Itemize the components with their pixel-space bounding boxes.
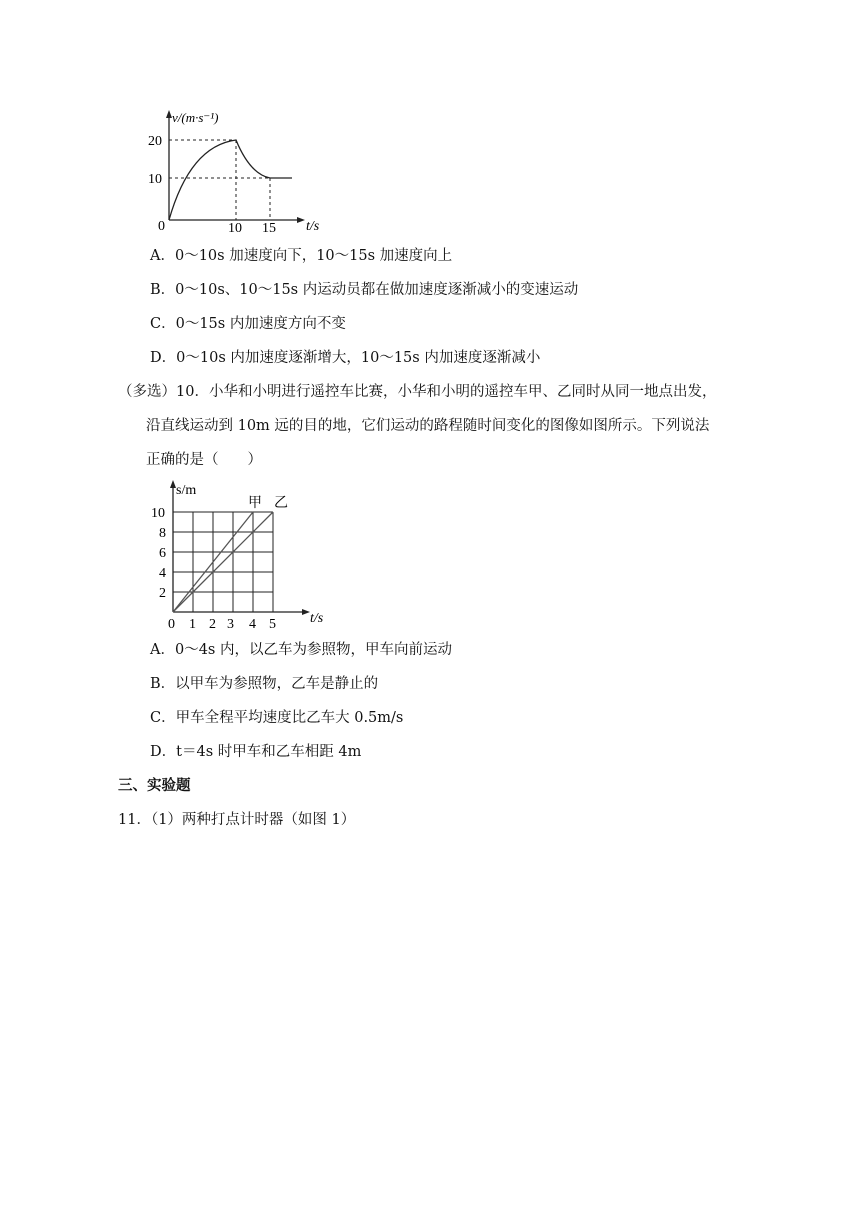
option-letter: A． xyxy=(150,642,175,658)
x-tick-10: 10 xyxy=(228,221,242,236)
option-text: 0～10s 加速度向下，10～15s 加速度向上 xyxy=(174,248,453,264)
option-text: t＝4s 时甲车和乙车相距 4m xyxy=(176,744,362,760)
origin-label: 0 xyxy=(158,219,165,234)
option-letter: A． xyxy=(150,248,175,264)
option-text: 0～10s、10～15s 内运动员都在做加速度逐渐减小的变速运动 xyxy=(175,282,579,298)
option-text: 甲车全程平均速度比乙车大 0.5m/s xyxy=(175,710,404,726)
q10-option-d xyxy=(150,742,361,762)
q10-option-b xyxy=(150,674,378,694)
option-text: 0～4s 内，以乙车为参照物，甲车向前运动 xyxy=(174,642,452,658)
option-letter: B． xyxy=(150,676,176,692)
q10-stem-line1: （多选）10．小华和小明进行遥控车比赛，小华和小明的遥控车甲、乙同时从同一地点出发， xyxy=(118,384,717,400)
x-tick-3: 3 xyxy=(227,617,234,632)
y-axis-label: v/(m·s⁻¹) xyxy=(172,110,219,125)
option-text: 0～15s 内加速度方向不变 xyxy=(175,316,346,332)
q9-option-b xyxy=(150,280,578,300)
velocity-time-graph xyxy=(140,108,350,238)
x-tick-0: 0 xyxy=(168,617,175,632)
y-axis-label: s/m xyxy=(176,483,197,498)
x-tick-5: 5 xyxy=(269,617,276,632)
y-tick-10: 10 xyxy=(151,506,165,521)
y-tick-8: 8 xyxy=(159,526,166,541)
x-axis-arrow xyxy=(297,217,305,223)
option-text: 0～10s 内加速度逐渐增大，10～15s 内加速度逐渐减小 xyxy=(176,350,541,366)
q10-stem-line3: 正确的是（ ） xyxy=(146,452,262,468)
q11-stem: 11．（1）两种打点计时器（如图 1） xyxy=(118,812,356,828)
series-yi-line xyxy=(173,512,273,612)
section-heading: 三、实验题 xyxy=(118,778,191,794)
y-tick-4: 4 xyxy=(159,566,166,581)
x-tick-1: 1 xyxy=(189,617,196,632)
option-text: 以甲车为参照物，乙车是静止的 xyxy=(175,676,379,692)
y-tick-20: 20 xyxy=(148,134,162,149)
x-tick-2: 2 xyxy=(209,617,216,632)
q9-option-d xyxy=(150,348,540,368)
option-letter: B． xyxy=(150,282,176,298)
x-axis-arrow xyxy=(302,609,310,615)
q9-option-c xyxy=(150,314,346,334)
velocity-curve xyxy=(169,140,292,220)
y-tick-10: 10 xyxy=(148,172,162,187)
series-label-yi: 乙 xyxy=(274,496,288,511)
x-tick-4: 4 xyxy=(249,617,256,632)
x-axis-label: t/s xyxy=(306,219,320,234)
option-letter: C． xyxy=(150,710,176,726)
q10-option-c xyxy=(150,708,403,728)
x-tick-15: 15 xyxy=(262,221,276,236)
series-label-jia: 甲 xyxy=(248,496,262,511)
y-tick-2: 2 xyxy=(159,586,166,601)
y-tick-6: 6 xyxy=(159,546,166,561)
distance-time-graph xyxy=(140,474,340,634)
q9-option-a xyxy=(150,246,452,266)
option-letter: D． xyxy=(150,744,177,760)
x-axis-label: t/s xyxy=(310,611,324,626)
q10-option-a xyxy=(150,640,452,660)
option-letter: D． xyxy=(150,350,177,366)
option-letter: C． xyxy=(150,316,176,332)
q10-stem-line2: 沿直线运动到 10m 远的目的地，它们运动的路程随时间变化的图像如图所示。下列说法 xyxy=(146,418,710,434)
